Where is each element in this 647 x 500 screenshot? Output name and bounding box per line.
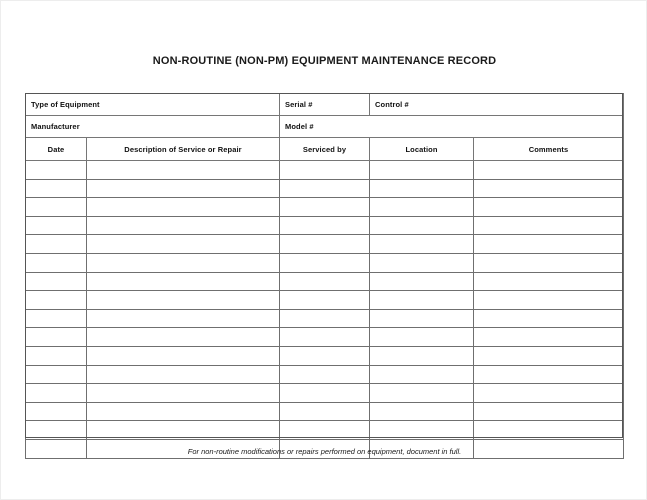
cell-comments[interactable]	[474, 346, 624, 365]
cell-date[interactable]	[26, 198, 87, 217]
cell-serviced-by[interactable]	[280, 365, 370, 384]
cell-location[interactable]	[370, 384, 474, 403]
cell-location[interactable]	[370, 365, 474, 384]
column-header-serviced-by: Serviced by	[280, 138, 370, 161]
cell-location[interactable]	[370, 253, 474, 272]
cell-serviced-by[interactable]	[280, 309, 370, 328]
cell-description[interactable]	[87, 161, 280, 180]
cell-comments[interactable]	[474, 421, 624, 440]
cell-date[interactable]	[26, 161, 87, 180]
cell-comments[interactable]	[474, 253, 624, 272]
cell-description[interactable]	[87, 365, 280, 384]
cell-serviced-by[interactable]	[280, 216, 370, 235]
field-model-number[interactable]: Model #	[280, 116, 624, 138]
cell-serviced-by[interactable]	[280, 161, 370, 180]
cell-date[interactable]	[26, 216, 87, 235]
field-manufacturer[interactable]: Manufacturer	[26, 116, 280, 138]
cell-serviced-by[interactable]	[280, 291, 370, 310]
cell-serviced-by[interactable]	[280, 253, 370, 272]
cell-serviced-by[interactable]	[280, 421, 370, 440]
footer-instruction-note: For non-routine modifications or repairs performed on equipment, document in full.	[187, 447, 462, 456]
log-entry-rows	[26, 161, 624, 459]
field-control-number[interactable]: Control #	[370, 94, 624, 116]
table-row	[26, 272, 624, 291]
cell-serviced-by[interactable]	[280, 402, 370, 421]
column-header-location: Location	[370, 138, 474, 161]
cell-comments[interactable]	[474, 216, 624, 235]
cell-description[interactable]	[87, 421, 280, 440]
column-header-comments: Comments	[474, 138, 624, 161]
cell-serviced-by[interactable]	[280, 346, 370, 365]
cell-comments[interactable]	[474, 328, 624, 347]
table-row	[26, 402, 624, 421]
table-row	[26, 309, 624, 328]
cell-comments[interactable]	[474, 291, 624, 310]
cell-serviced-by[interactable]	[280, 198, 370, 217]
cell-description[interactable]	[87, 309, 280, 328]
cell-description[interactable]	[87, 272, 280, 291]
table-row	[26, 235, 624, 254]
cell-date[interactable]	[26, 309, 87, 328]
cell-description[interactable]	[87, 235, 280, 254]
table-row	[26, 198, 624, 217]
table-row	[26, 216, 624, 235]
cell-comments[interactable]	[474, 161, 624, 180]
identification-row-1	[26, 94, 624, 116]
cell-comments[interactable]	[474, 198, 624, 217]
cell-location[interactable]	[370, 179, 474, 198]
cell-description[interactable]	[87, 384, 280, 403]
cell-description[interactable]	[87, 216, 280, 235]
cell-comments[interactable]	[474, 272, 624, 291]
cell-location[interactable]	[370, 216, 474, 235]
cell-comments[interactable]	[474, 179, 624, 198]
page-title: NON-ROUTINE (NON-PM) EQUIPMENT MAINTENANCE RECORD	[152, 55, 497, 67]
cell-location[interactable]	[370, 272, 474, 291]
table-row	[26, 365, 624, 384]
cell-description[interactable]	[87, 346, 280, 365]
cell-date[interactable]	[26, 235, 87, 254]
field-type-of-equipment[interactable]: Type of Equipment	[26, 94, 280, 116]
cell-comments[interactable]	[474, 235, 624, 254]
cell-description[interactable]	[87, 328, 280, 347]
cell-location[interactable]	[370, 161, 474, 180]
table-row	[26, 291, 624, 310]
cell-serviced-by[interactable]	[280, 235, 370, 254]
cell-date[interactable]	[26, 384, 87, 403]
column-header-description: Description of Service or Repair	[87, 138, 280, 161]
cell-location[interactable]	[370, 235, 474, 254]
cell-date[interactable]	[26, 421, 87, 440]
table-row	[26, 384, 624, 403]
table-row	[26, 253, 624, 272]
cell-location[interactable]	[370, 421, 474, 440]
column-header-row	[26, 138, 624, 161]
cell-date[interactable]	[26, 272, 87, 291]
equipment-maintenance-table	[25, 93, 624, 459]
field-serial-number[interactable]: Serial #	[280, 94, 370, 116]
cell-date[interactable]	[26, 179, 87, 198]
cell-comments[interactable]	[474, 365, 624, 384]
column-header-date: Date	[26, 138, 87, 161]
cell-location[interactable]	[370, 402, 474, 421]
cell-location[interactable]	[370, 198, 474, 217]
cell-date[interactable]	[26, 402, 87, 421]
cell-serviced-by[interactable]	[280, 179, 370, 198]
cell-date[interactable]	[26, 253, 87, 272]
cell-description[interactable]	[87, 179, 280, 198]
identification-row-2	[26, 116, 624, 138]
cell-description[interactable]	[87, 291, 280, 310]
cell-date[interactable]	[26, 346, 87, 365]
cell-location[interactable]	[370, 328, 474, 347]
table-row	[26, 346, 624, 365]
cell-location[interactable]	[370, 309, 474, 328]
cell-location[interactable]	[370, 291, 474, 310]
table-row	[26, 179, 624, 198]
cell-description[interactable]	[87, 402, 280, 421]
cell-description[interactable]	[87, 253, 280, 272]
cell-comments[interactable]	[474, 402, 624, 421]
cell-description[interactable]	[87, 198, 280, 217]
cell-location[interactable]	[370, 346, 474, 365]
cell-comments[interactable]	[474, 309, 624, 328]
table-row	[26, 421, 624, 440]
table-row	[26, 328, 624, 347]
cell-date[interactable]	[26, 365, 87, 384]
cell-date[interactable]	[26, 328, 87, 347]
table-row	[26, 161, 624, 180]
cell-serviced-by[interactable]	[280, 328, 370, 347]
cell-comments[interactable]	[474, 384, 624, 403]
cell-date[interactable]	[26, 291, 87, 310]
cell-serviced-by[interactable]	[280, 384, 370, 403]
cell-serviced-by[interactable]	[280, 272, 370, 291]
